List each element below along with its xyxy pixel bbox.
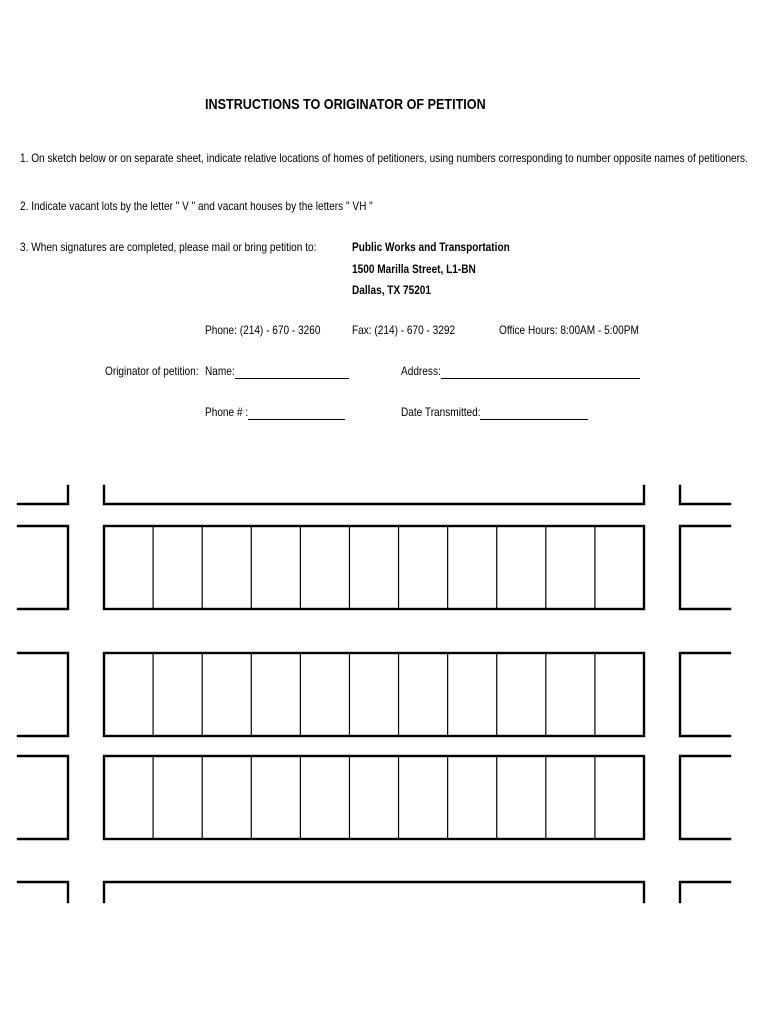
block-top-left (18, 486, 68, 504)
address-label: Address: (401, 364, 441, 378)
lot-dividers (153, 526, 595, 839)
block-row1-left (18, 526, 68, 609)
block-row2-center (104, 653, 644, 736)
address-line-3: Dallas, TX 75201 (352, 283, 432, 297)
block-row3-right (680, 756, 730, 839)
address-line-2: 1500 Marilla Street, L1-BN (352, 262, 476, 276)
block-row2-left (18, 653, 68, 736)
block-row3-left (18, 756, 68, 839)
address-line-1: Public Works and Transportation (352, 240, 510, 254)
originator-label: Originator of petition: (105, 364, 199, 378)
name-label: Name: (205, 364, 235, 378)
block-bottom-left (18, 882, 68, 902)
block-row1-center (104, 526, 644, 609)
block-top-center (104, 486, 644, 504)
date-transmitted-label: Date Transmitted: (401, 405, 481, 419)
block-bottom-center (104, 882, 644, 902)
block-top-right (680, 486, 730, 504)
office-fax: Fax: (214) - 670 - 3292 (352, 323, 456, 337)
instruction-3: 3. When signatures are completed, please mail or bring petition to: (20, 240, 317, 254)
office-hours: Office Hours: 8:00AM - 5:00PM (499, 323, 639, 337)
office-phone: Phone: (214) - 670 - 3260 (205, 323, 321, 337)
instruction-1: 1. On sketch below or on separate sheet, indicate relative locations of homes of petitioners, using numbers corresponding to number opposite names of petitioners. (20, 151, 748, 165)
page-title: INSTRUCTIONS TO ORIGINATOR OF PETITION (205, 96, 486, 113)
block-bottom-right (680, 882, 730, 902)
phone-label: Phone # : (205, 405, 249, 419)
block-row2-right (680, 653, 730, 736)
block-row1-right (680, 526, 730, 609)
block-row3-center (104, 756, 644, 839)
instruction-2: 2. Indicate vacant lots by the letter " V " and vacant houses by the letters " VH " (20, 199, 373, 213)
